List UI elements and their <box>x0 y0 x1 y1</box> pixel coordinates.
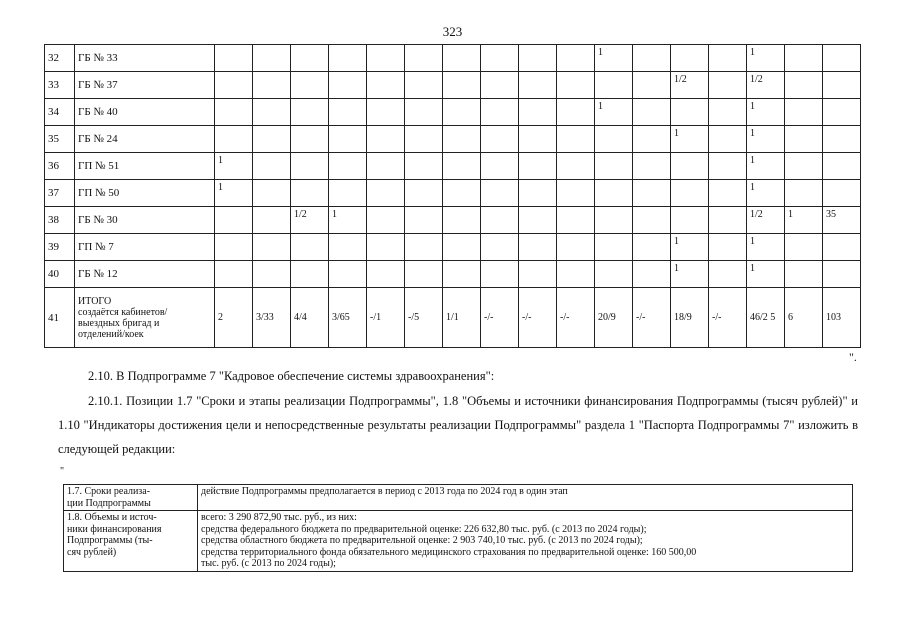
row-number: 33 <box>45 72 75 99</box>
table-cell <box>595 126 633 153</box>
table-cell <box>215 126 253 153</box>
table-cell <box>329 153 367 180</box>
total-cell: -/- <box>481 288 519 348</box>
table-cell <box>633 99 671 126</box>
label-line: ники финансирования <box>67 523 162 535</box>
total-cell: 6 <box>785 288 823 348</box>
table-cell <box>785 72 823 99</box>
label-line: сяч рублей) <box>67 546 117 558</box>
table-cell <box>215 261 253 288</box>
value-line: средства областного бюджета по предварительной оценке: 2 903 740,10 тыс. руб. (с 2013 по 2024 годы); <box>201 535 643 546</box>
table-cell <box>481 72 519 99</box>
table-cell: 35 <box>823 207 861 234</box>
table-cell <box>405 72 443 99</box>
facility-name: ГП № 51 <box>75 153 215 180</box>
table-cell <box>823 180 861 207</box>
table-cell <box>367 180 405 207</box>
row-number: 32 <box>45 45 75 72</box>
table-cell: 1 <box>329 207 367 234</box>
table-cell <box>709 72 747 99</box>
table-cell <box>405 207 443 234</box>
table-cell: 1 <box>671 234 709 261</box>
table-cell <box>443 45 481 72</box>
table-cell: 1/2 <box>291 207 329 234</box>
total-label-line: ИТОГО <box>78 295 112 307</box>
table-cell <box>405 99 443 126</box>
table-cell <box>405 180 443 207</box>
table-cell <box>595 180 633 207</box>
table-cell <box>785 99 823 126</box>
total-cell: -/- <box>633 288 671 348</box>
table-row <box>45 153 861 180</box>
table-cell <box>329 180 367 207</box>
total-cell: 103 <box>823 288 861 348</box>
table-cell <box>367 153 405 180</box>
passport-row-1-7 <box>64 485 853 511</box>
table-cell <box>785 45 823 72</box>
table-cell <box>291 99 329 126</box>
table-cell <box>823 234 861 261</box>
page-number: 323 <box>442 24 463 39</box>
table-cell: 1 <box>747 45 785 72</box>
table-cell <box>823 153 861 180</box>
table-cell: 1 <box>747 99 785 126</box>
table-cell <box>215 72 253 99</box>
table-row <box>45 72 861 99</box>
facility-name: ГП № 50 <box>75 180 215 207</box>
table-cell <box>443 72 481 99</box>
table-cell <box>557 72 595 99</box>
value-line: всего: 3 290 872,90 тыс. руб., из них: <box>201 512 357 523</box>
row-number: 37 <box>45 180 75 207</box>
table-cell <box>595 72 633 99</box>
facility-name: ГБ № 30 <box>75 207 215 234</box>
total-label-line: выездных бригад и <box>78 317 160 329</box>
table-cell <box>633 72 671 99</box>
table-cell <box>253 153 291 180</box>
row-number: 39 <box>45 234 75 261</box>
table-cell <box>557 126 595 153</box>
table-cell <box>785 180 823 207</box>
row-number: 40 <box>45 261 75 288</box>
table-cell <box>823 45 861 72</box>
table-cell <box>557 153 595 180</box>
table-cell <box>291 72 329 99</box>
table-cell <box>329 45 367 72</box>
staffing-table <box>44 44 861 348</box>
total-cell: -/- <box>557 288 595 348</box>
table-row <box>45 261 861 288</box>
table-cell <box>291 234 329 261</box>
label-line: 1.8. Объемы и источ- <box>67 512 157 523</box>
table-cell <box>709 99 747 126</box>
passport-table <box>63 484 853 572</box>
opening-quote: " <box>60 466 65 477</box>
table-cell: 1 <box>215 180 253 207</box>
table-cell <box>709 45 747 72</box>
value-line: тыс. руб. (с 2013 по 2024 годы); <box>201 558 336 569</box>
table-cell <box>367 207 405 234</box>
table-cell <box>291 45 329 72</box>
table-cell <box>519 99 557 126</box>
table-cell <box>557 99 595 126</box>
label-line: Подпрограммы (ты- <box>67 535 153 546</box>
table-cell <box>709 153 747 180</box>
table-cell <box>291 153 329 180</box>
table-cell: 1 <box>595 99 633 126</box>
table-row <box>45 207 861 234</box>
total-label-line: отделений/коек <box>78 328 144 340</box>
table-cell: 1 <box>747 153 785 180</box>
table-cell <box>215 99 253 126</box>
table-cell <box>329 126 367 153</box>
table-cell <box>519 72 557 99</box>
table-cell <box>633 207 671 234</box>
table-cell: 1 <box>747 126 785 153</box>
table-cell <box>443 153 481 180</box>
table-cell <box>595 234 633 261</box>
table-cell <box>671 153 709 180</box>
total-cell: 46/2 5 <box>747 288 785 348</box>
total-cell: -/- <box>709 288 747 348</box>
table-cell <box>595 261 633 288</box>
table-cell <box>595 153 633 180</box>
table-cell <box>671 99 709 126</box>
table-cell <box>519 45 557 72</box>
table-cell <box>367 72 405 99</box>
table-cell <box>481 207 519 234</box>
table-cell <box>709 126 747 153</box>
passport-value-1-8 <box>198 511 853 572</box>
total-cell: 4/4 <box>291 288 329 348</box>
table-cell <box>329 72 367 99</box>
table-cell <box>481 153 519 180</box>
table-cell <box>709 261 747 288</box>
row-number: 38 <box>45 207 75 234</box>
total-cell: 18/9 <box>671 288 709 348</box>
value-line: средства федерального бюджета по предварительной оценке: 226 632,80 тыс. руб. (с 2013 по 2024 годы); <box>201 523 647 535</box>
table-cell <box>823 261 861 288</box>
table-cell <box>709 234 747 261</box>
facility-name: ГБ № 24 <box>75 126 215 153</box>
table-cell <box>785 234 823 261</box>
table-cell <box>291 261 329 288</box>
table-cell <box>633 153 671 180</box>
table-cell <box>253 99 291 126</box>
table-cell: 1 <box>595 45 633 72</box>
table-row <box>45 234 861 261</box>
table-cell: 1/2 <box>747 72 785 99</box>
facility-name: ГБ № 37 <box>75 72 215 99</box>
table-cell <box>823 72 861 99</box>
table-cell <box>785 126 823 153</box>
table-cell <box>253 261 291 288</box>
table-cell <box>443 207 481 234</box>
table-cell <box>405 126 443 153</box>
table-cell <box>557 180 595 207</box>
table-cell <box>253 234 291 261</box>
table-cell: 1/2 <box>747 207 785 234</box>
table-cell <box>671 45 709 72</box>
table-cell <box>253 45 291 72</box>
closing-quote: ". <box>849 350 857 364</box>
table-cell: 1 <box>747 234 785 261</box>
total-row <box>45 288 861 348</box>
table-cell <box>405 153 443 180</box>
table-cell <box>519 153 557 180</box>
total-label-line: создаётся кабинетов/ <box>78 306 168 318</box>
table-cell <box>519 180 557 207</box>
table-cell <box>557 45 595 72</box>
table-cell <box>443 234 481 261</box>
passport-label-1-7 <box>64 485 198 511</box>
table-cell <box>253 126 291 153</box>
table-cell: 1 <box>671 126 709 153</box>
table-cell <box>519 234 557 261</box>
table-cell <box>329 261 367 288</box>
total-cell: -/- <box>519 288 557 348</box>
total-cell: 1/1 <box>443 288 481 348</box>
table-cell <box>367 234 405 261</box>
table-cell <box>633 126 671 153</box>
facility-name: ГБ № 33 <box>75 45 215 72</box>
table-cell <box>823 126 861 153</box>
table-cell <box>785 261 823 288</box>
table-cell <box>253 207 291 234</box>
table-cell <box>519 207 557 234</box>
row-number: 41 <box>45 288 75 348</box>
table-cell <box>633 45 671 72</box>
table-cell <box>481 45 519 72</box>
table-cell: 1 <box>747 261 785 288</box>
table-cell <box>253 180 291 207</box>
table-cell <box>785 153 823 180</box>
row-number: 36 <box>45 153 75 180</box>
total-cell: 20/9 <box>595 288 633 348</box>
total-cell: 3/33 <box>253 288 291 348</box>
table-cell <box>481 126 519 153</box>
passport-label-1-8 <box>64 511 198 572</box>
table-row <box>45 99 861 126</box>
table-cell <box>443 126 481 153</box>
total-cell: -/1 <box>367 288 405 348</box>
row-number: 34 <box>45 99 75 126</box>
facility-name: ГБ № 40 <box>75 99 215 126</box>
total-cell: 2 <box>215 288 253 348</box>
table-cell <box>519 126 557 153</box>
table-cell <box>291 126 329 153</box>
table-cell <box>709 207 747 234</box>
table-row <box>45 180 861 207</box>
table-cell: 1/2 <box>671 72 709 99</box>
table-cell <box>557 234 595 261</box>
paragraph-2-10: 2.10. В Подпрограмме 7 "Кадровое обеспечение системы здравоохранения": <box>88 369 495 383</box>
table-cell <box>405 234 443 261</box>
table-cell <box>215 234 253 261</box>
table-cell <box>405 261 443 288</box>
table-cell <box>405 45 443 72</box>
table-cell <box>329 99 367 126</box>
total-cell: 3/65 <box>329 288 367 348</box>
table-cell <box>443 99 481 126</box>
table-cell: 1 <box>747 180 785 207</box>
label-line: ции Подпрограммы <box>67 497 151 509</box>
table-cell <box>367 99 405 126</box>
facility-name: ГП № 7 <box>75 234 215 261</box>
row-number: 35 <box>45 126 75 153</box>
table-cell <box>329 234 367 261</box>
passport-row-1-8 <box>64 511 853 572</box>
total-cell: -/5 <box>405 288 443 348</box>
table-cell <box>253 72 291 99</box>
table-cell <box>481 234 519 261</box>
table-cell <box>633 261 671 288</box>
table-cell <box>557 261 595 288</box>
table-cell: 1 <box>671 261 709 288</box>
table-row <box>45 45 861 72</box>
table-cell <box>215 45 253 72</box>
table-cell <box>823 99 861 126</box>
table-cell <box>557 207 595 234</box>
table-cell <box>481 180 519 207</box>
table-cell <box>671 207 709 234</box>
table-cell <box>367 45 405 72</box>
label-line: 1.7. Сроки реализа- <box>67 486 151 497</box>
table-cell <box>367 261 405 288</box>
table-cell <box>215 207 253 234</box>
table-cell <box>443 261 481 288</box>
table-cell <box>633 180 671 207</box>
table-cell <box>443 180 481 207</box>
table-cell <box>671 180 709 207</box>
table-cell <box>481 261 519 288</box>
table-cell <box>595 207 633 234</box>
table-cell <box>633 234 671 261</box>
table-cell <box>367 126 405 153</box>
table-cell <box>519 261 557 288</box>
value-line: средства территориального фонда обязательного медицинского страхования по предварительной оценке: 160 500,00 <box>201 546 697 558</box>
total-label <box>75 288 215 348</box>
table-cell: 1 <box>785 207 823 234</box>
paragraph-2-10-1: 2.10.1. Позиции 1.7 "Сроки и этапы реализации Подпрограммы", 1.8 "Объемы и источники финансирования Подпрограммы (тысяч рублей)" и 1.10 "Индикаторы достижения цели и непосредственные результаты реализации Подпрограммы" раздела 1 "Паспорта Подпрограммы 7" изложить в следующей редакции: <box>58 394 858 456</box>
table-row <box>45 126 861 153</box>
table-cell <box>709 180 747 207</box>
facility-name: ГБ № 12 <box>75 261 215 288</box>
table-cell: 1 <box>215 153 253 180</box>
passport-value-1-7: действие Подпрограммы предполагается в период с 2013 года по 2024 год в один этап <box>198 485 853 511</box>
table-cell <box>291 180 329 207</box>
table-cell <box>481 99 519 126</box>
